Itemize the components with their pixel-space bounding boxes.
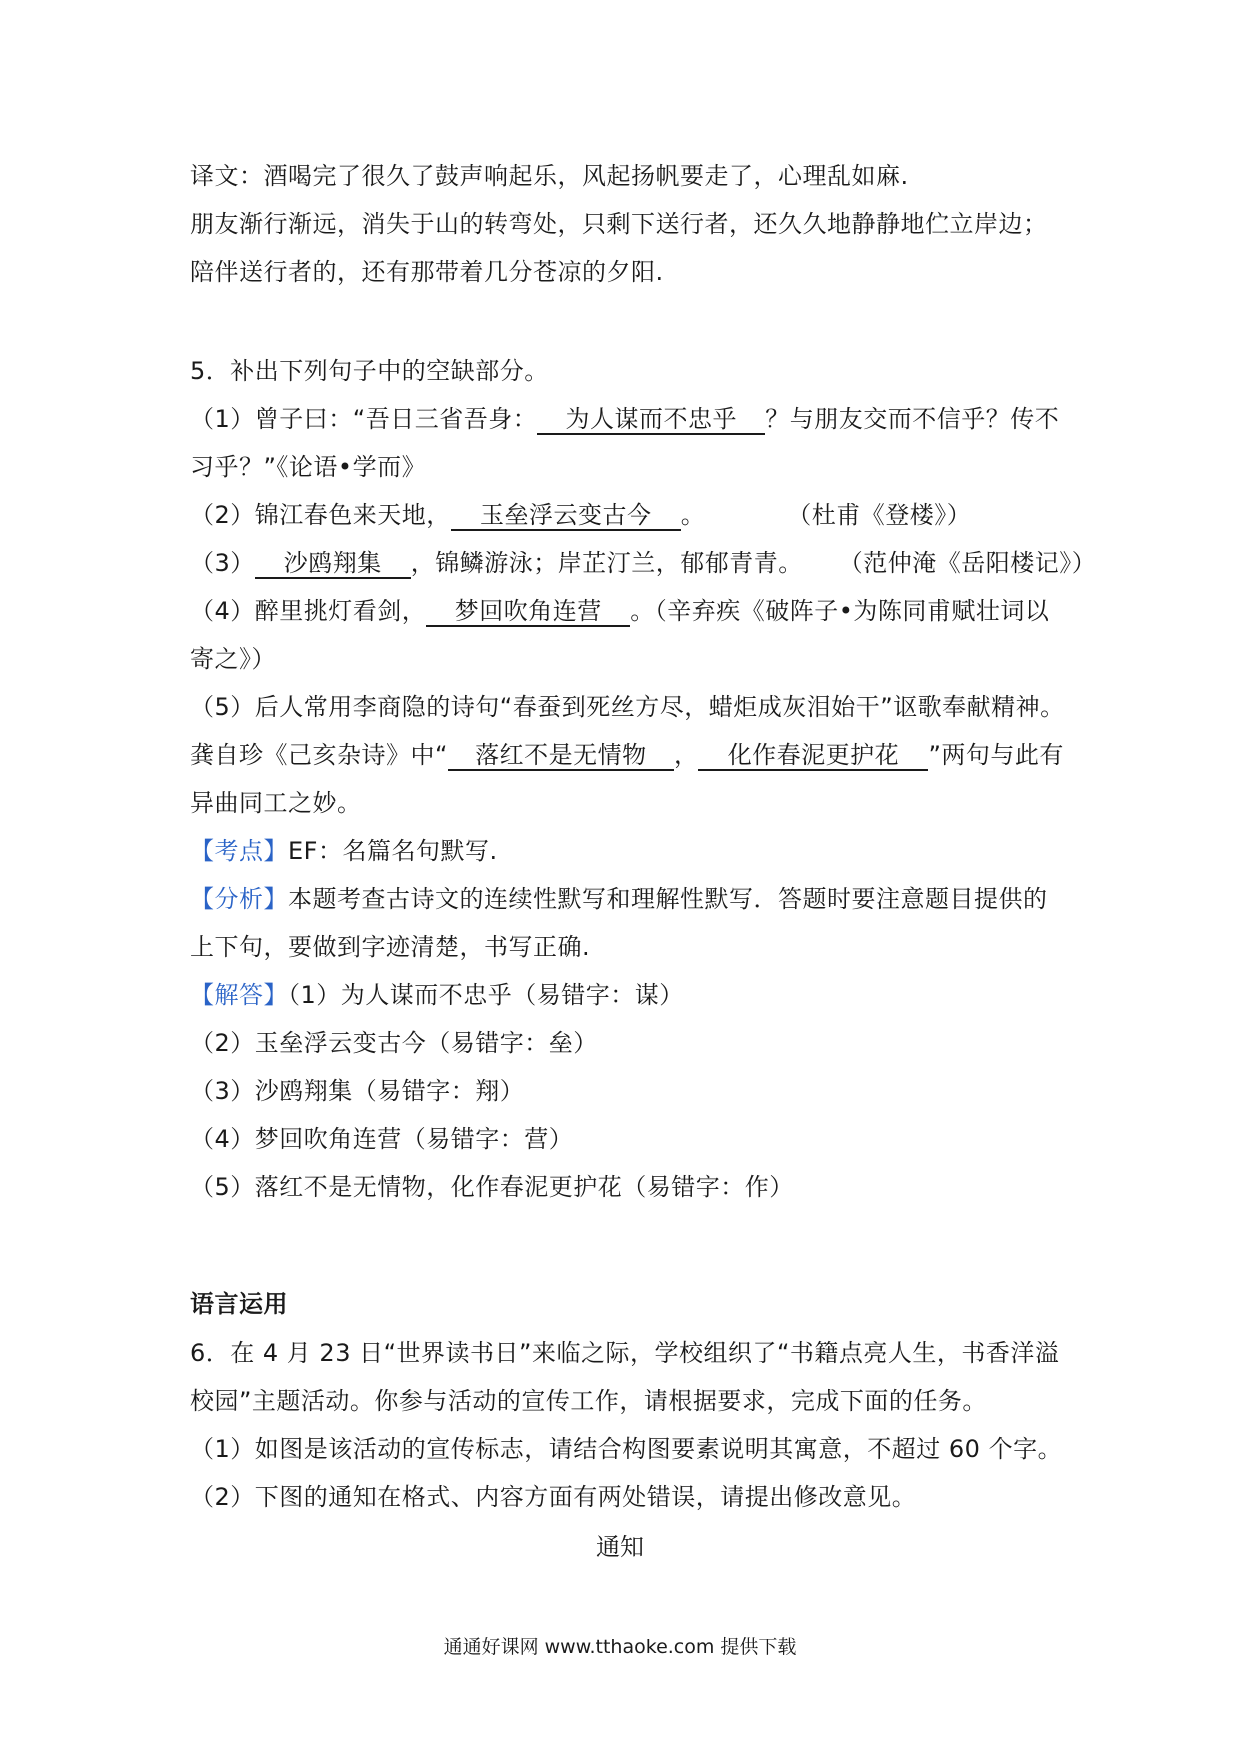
jieda-answer-2: （2）玉垒浮云变古今（易错字：垒） (190, 1029, 598, 1057)
kaodian-line (190, 835, 498, 867)
q5-item-2-prefix: （2）锦江春色来天地， (190, 501, 451, 529)
q5-item-4-line-2: 寄之》） (190, 645, 276, 673)
q5-item-3-source: （范仲淹《岳阳楼记》） (838, 549, 1097, 577)
q5-item-1-line-2: 习乎？”《论语•学而》 (190, 453, 427, 481)
q5-item-5-answer-2: 化作春泥更护花 (698, 741, 928, 771)
notice-title: 通知 (596, 1533, 644, 1561)
page-footer: 通通好课网 www.tthaoke.com 提供下载 (443, 1636, 797, 1658)
jieda-answer-4: （4）梦回吹角连营（易错字：营） (190, 1125, 574, 1153)
q5-item-3-answer: 沙鸥翔集 (255, 549, 411, 579)
q5-item-4 (190, 595, 1049, 627)
q5-item-1 (190, 403, 1059, 435)
jieda-line (190, 979, 684, 1011)
translation-line-1: 译文：酒喝完了很久了鼓声响起乐，风起扬帆要走了，心理乱如麻. (190, 162, 909, 190)
q5-item-3 (190, 547, 1096, 579)
q5-item-5-line-3: 异曲同工之妙。 (190, 789, 362, 817)
q5-item-2-suffix: 。 (680, 501, 706, 529)
translation-line-3: 陪伴送行者的，还有那带着几分苍凉的夕阳. (190, 258, 664, 286)
jieda-answer-3: （3）沙鸥翔集（易错字：翔） (190, 1077, 525, 1105)
q5-item-4-answer: 梦回吹角连营 (426, 597, 630, 627)
question-6-line-2: 校园”主题活动。你参与活动的宣传工作，请根据要求，完成下面的任务。 (190, 1387, 987, 1415)
q5-item-1-answer: 为人谋而不忠乎 (537, 405, 765, 435)
fenxi-label: 【分析】 (190, 885, 288, 913)
q5-item-4-suffix: 。（辛弃疾《破阵子•为陈同甫赋壮词以 (630, 597, 1050, 625)
question-6-item-1: （1）如图是该活动的宣传标志，请结合构图要素说明其寓意，不超过 60 个字。 (190, 1435, 1063, 1463)
jieda-answer-1: （1）为人谋而不忠乎（易错字：谋） (288, 981, 684, 1009)
q5-item-5-answer-1: 落红不是无情物 (448, 741, 674, 771)
q5-item-2-answer: 玉垒浮云变古今 (451, 501, 681, 531)
kaodian-text: EF：名篇名句默写. (288, 837, 498, 865)
translation-line-2: 朋友渐行渐远，消失于山的转弯处，只剩下送行者，还久久地静静地伫立岸边； (190, 210, 1048, 238)
q5-item-3-prefix: （3） (190, 549, 255, 577)
fenxi-line-2: 上下句，要做到字迹清楚，书写正确. (190, 933, 591, 961)
q5-item-2 (190, 499, 971, 531)
q5-item-3-suffix: ，锦鳞游泳；岸芷汀兰，郁郁青青。 (410, 549, 803, 577)
section-heading: 语言运用 (190, 1290, 288, 1318)
q5-item-2-source: （杜甫《登楼》） (787, 501, 972, 529)
q5-item-5-prefix: 龚自珍《己亥杂诗》中“ (190, 741, 448, 769)
q5-item-5-suffix: ”两句与此有 (928, 741, 1064, 769)
question-6-item-2: （2）下图的通知在格式、内容方面有两处错误，请提出修改意见。 (190, 1483, 917, 1511)
jieda-label: 【解答】 (190, 981, 288, 1009)
kaodian-label: 【考点】 (190, 837, 288, 865)
q5-item-5-line-1: （5）后人常用李商隐的诗句“春蚕到死丝方尽，蜡炬成灰泪始干”讴歌奉献精神。 (190, 693, 1065, 721)
fenxi-text: 本题考查古诗文的连续性默写和理解性默写．答题时要注意题目提供的 (288, 885, 1048, 913)
question-6-line-1: 6．在 4 月 23 日“世界读书日”来临之际，学校组织了“书籍点亮人生，书香洋溢 (190, 1339, 1060, 1367)
q5-item-1-prefix: （1）曾子曰：“吾日三省吾身： (190, 405, 538, 433)
q5-item-1-suffix: ？与朋友交而不信乎？传不 (765, 405, 1060, 433)
q5-item-4-prefix: （4）醉里挑灯看剑， (190, 597, 427, 625)
q5-item-5-line-2 (190, 739, 1064, 771)
jieda-answer-5: （5）落红不是无情物，化作春泥更护花（易错字：作） (190, 1173, 794, 1201)
q5-item-5-separator: ， (673, 741, 699, 769)
fenxi-line (190, 883, 1048, 915)
question-5-title: 5．补出下列句子中的空缺部分。 (190, 357, 549, 385)
